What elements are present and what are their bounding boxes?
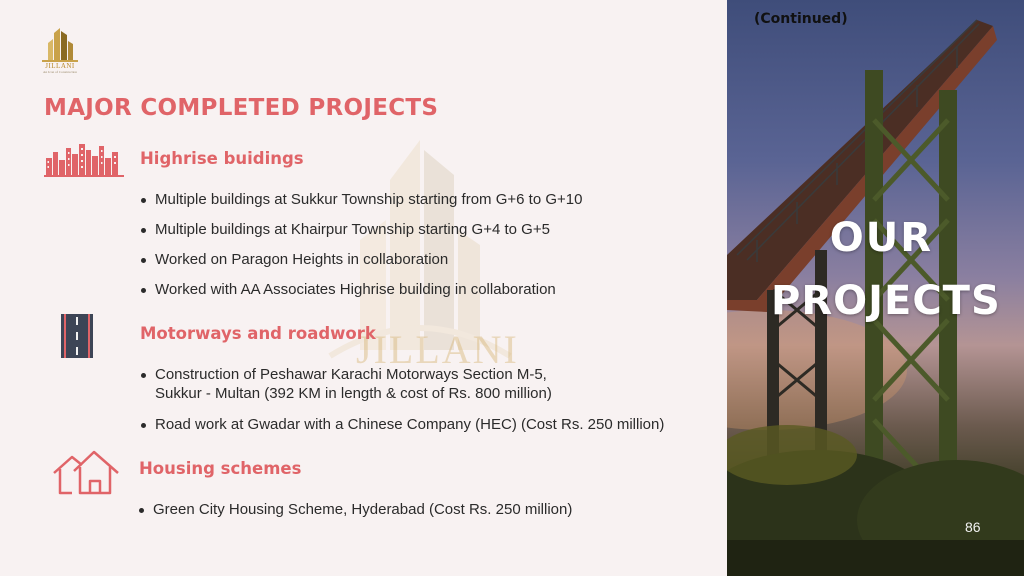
road-icon xyxy=(61,314,93,358)
list-item: Worked with AA Associates Highrise building in collaboration xyxy=(139,280,582,299)
list-item-line: Construction of Peshawar Karachi Motorways Section M-5, xyxy=(155,366,547,383)
page-title: MAJOR COMPLETED PROJECTS xyxy=(44,95,439,121)
houses-icon xyxy=(52,449,120,495)
section-heading-motorways: Motorways and roadwork xyxy=(140,324,376,343)
side-photo-panel xyxy=(727,0,1024,576)
list-item: Multiple buildings at Khairpur Township starting G+4 to G+5 xyxy=(139,220,582,239)
side-title-line1: OUR xyxy=(829,215,933,261)
section-heading-highrise: Highrise buidings xyxy=(140,149,304,168)
side-title-line2: PROJECTS xyxy=(771,278,1001,324)
list-item: Road work at Gwadar with a Chinese Company (HEC) (Cost Rs. 250 million) xyxy=(139,415,664,434)
list-item: Worked on Paragon Heights in collaboration xyxy=(139,250,582,269)
watermark-text: JILLANI xyxy=(356,327,519,372)
page-number: 86 xyxy=(965,519,981,535)
logo-tagline: An Icon of Construction xyxy=(42,70,78,74)
section-heading-housing: Housing schemes xyxy=(139,459,302,478)
logo-name: JILLANI xyxy=(45,62,75,70)
motorways-list xyxy=(139,365,664,434)
city-skyline-icon xyxy=(44,140,124,178)
highrise-list xyxy=(139,190,582,299)
continued-label: (Continued) xyxy=(754,11,848,27)
housing-list xyxy=(137,500,572,519)
list-item xyxy=(139,365,664,403)
list-item: Multiple buildings at Sukkur Township starting from G+6 to G+10 xyxy=(139,190,582,209)
list-item-line: Sukkur - Multan (392 KM in length & cost of Rs. 800 million) xyxy=(155,385,552,402)
list-item: Green City Housing Scheme, Hyderabad (Cost Rs. 250 million) xyxy=(137,500,572,519)
